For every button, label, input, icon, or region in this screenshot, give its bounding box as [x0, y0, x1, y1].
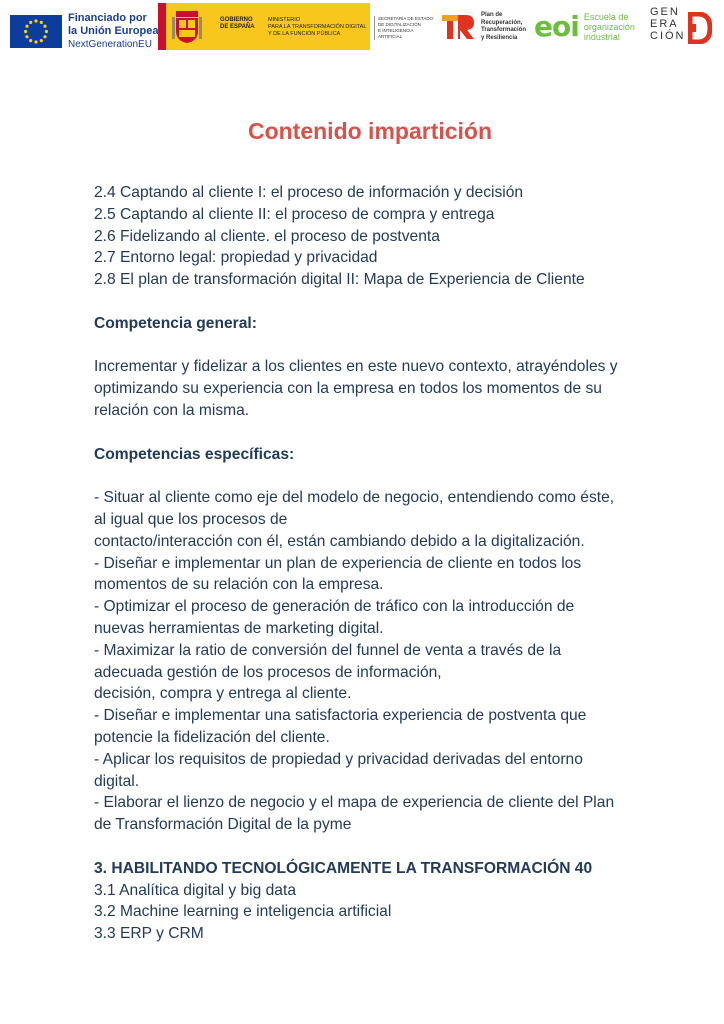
section-3-heading: 3. HABILITANDO TECNOLÓGICAMENTE LA TRANSFORMACIÓN 40: [94, 859, 593, 877]
prtr-logo: [440, 12, 526, 42]
competencia-especifica-line: decisión, compra y entrega al cliente.: [94, 685, 352, 703]
competencia-especifica-line: - Elaborar el lienzo de negocio y el mapa de experiencia de cliente del Plan: [94, 794, 615, 812]
competencia-especifica-line: - Diseñar e implementar una satisfactoria experiencia de postventa que: [94, 707, 587, 725]
competencia-especifica-line: - Situar al cliente como eje del modelo de negocio, entendiendo como éste,: [94, 489, 615, 507]
prtr-line-3: Transformación: [481, 27, 527, 33]
competencia-especifica-line: al igual que los procesos de: [94, 510, 288, 528]
competencias-especificas-heading: Competencias específicas:: [94, 445, 295, 463]
section-3-item: 3.1 Analítica digital y big data: [94, 881, 296, 899]
competencia-general-line: optimizando su experiencia con la empresa en todos los momentos de su: [94, 380, 602, 398]
page-title: Contenido impartición: [247, 118, 493, 144]
competencia-especifica-line: contacto/interacción con él, están cambiando debido a la digitalización.: [94, 532, 585, 550]
eu-logo: [10, 12, 158, 51]
eoi-line-3: industrial: [583, 31, 620, 42]
gov-spain-line-2: DE ESPAÑA: [220, 24, 255, 30]
competencia-especifica-line: adecuada gestión de los procesos de información,: [94, 663, 442, 681]
document-body: [94, 182, 664, 945]
competencia-especifica-line: momentos de su relación con la empresa.: [94, 576, 384, 594]
competencia-especifica-line: - Aplicar los requisitos de propiedad y privacidad derivadas del entorno: [94, 750, 583, 768]
competencia-especifica-line: - Maximizar la ratio de conversión del funnel de venta a través de la: [94, 641, 562, 659]
eoi-mark: eoi: [534, 10, 579, 43]
logo-header: [0, 0, 724, 56]
section-3-item: 3.2 Machine learning e inteligencia artificial: [94, 903, 392, 921]
ministry-line-2: PARA LA TRANSFORMACIÓN DIGITAL: [268, 24, 367, 30]
competencia-especifica-line: potencie la fidelización del cliente.: [94, 728, 330, 746]
gen-line-1: GEN: [650, 6, 680, 18]
gen-line-3: CIÓN: [650, 30, 686, 42]
competencia-especifica-line: - Optimizar el proceso de generación de tráfico con la introducción de: [94, 598, 575, 616]
eu-line-3: NextGenerationEU: [68, 39, 152, 50]
generacion-d-icon: [688, 12, 712, 44]
competencia-general-line: Incrementar y fidelizar a los clientes en este nuevo contexto, atrayéndoles y: [94, 358, 618, 376]
eu-line-2: la Unión Europea: [68, 25, 159, 37]
module-item: 2.8 El plan de transformación digital II: Mapa de Experiencia de Cliente: [94, 271, 585, 289]
ministry-line-1: MINISTERIO: [268, 17, 301, 23]
eoi-logo: [534, 10, 635, 43]
competencia-general-line: relación con la misma.: [94, 401, 250, 419]
prtr-line-2: Recuperación,: [481, 19, 523, 26]
module-item: 2.6 Fidelizando al cliente. el proceso de postventa: [94, 227, 440, 245]
gobierno-logo: [158, 3, 370, 50]
gov-red-band: [158, 3, 166, 50]
prtr-line-1: Plan de: [481, 12, 503, 18]
generacion-d-logo: [650, 6, 714, 50]
competencia-especifica-line: - Diseñar e implementar un plan de experiencia de cliente en todos los: [94, 554, 582, 572]
secretary-line-1: SECRETARÍA DE ESTADO: [378, 16, 434, 21]
gov-spain-line-1: GOBIERNO: [220, 17, 253, 23]
eu-line-1: Financiado por: [68, 12, 147, 24]
spain-coat-of-arms-icon: [172, 9, 202, 45]
competencia-especifica-line: nuevas herramientas de marketing digital.: [94, 619, 384, 637]
competencia-especifica-line: digital.: [94, 772, 140, 790]
secretaria-logo: [374, 16, 434, 40]
eoi-line-2: organización: [583, 21, 635, 32]
secretary-line-2: DE DIGITALIZACIÓN: [378, 22, 421, 27]
ministry-line-3: Y DE LA FUNCIÓN PÚBLICA: [268, 31, 341, 37]
secretary-line-3: E INTELIGENCIA ARTIFICIAL: [378, 28, 414, 39]
competencia-general-heading: Competencia general:: [94, 314, 257, 332]
competencia-especifica-line: de Transformación Digital de la pyme: [94, 816, 352, 834]
prtr-mark-icon: [440, 12, 476, 42]
module-item: 2.4 Captando al cliente I: el proceso de información y decisión: [94, 184, 524, 201]
module-item: 2.7 Entorno legal: propiedad y privacidad: [94, 249, 378, 267]
eoi-line-1: Escuela de: [583, 11, 629, 22]
prtr-line-4: y Resiliencia: [481, 34, 518, 41]
eu-flag-icon: [10, 15, 62, 48]
gen-line-2: ERA: [650, 18, 679, 30]
section-3-item: 3.3 ERP y CRM: [94, 925, 204, 943]
page-title-wrap: [0, 118, 724, 145]
module-item: 2.5 Captando al cliente II: el proceso de compra y entrega: [94, 205, 495, 223]
